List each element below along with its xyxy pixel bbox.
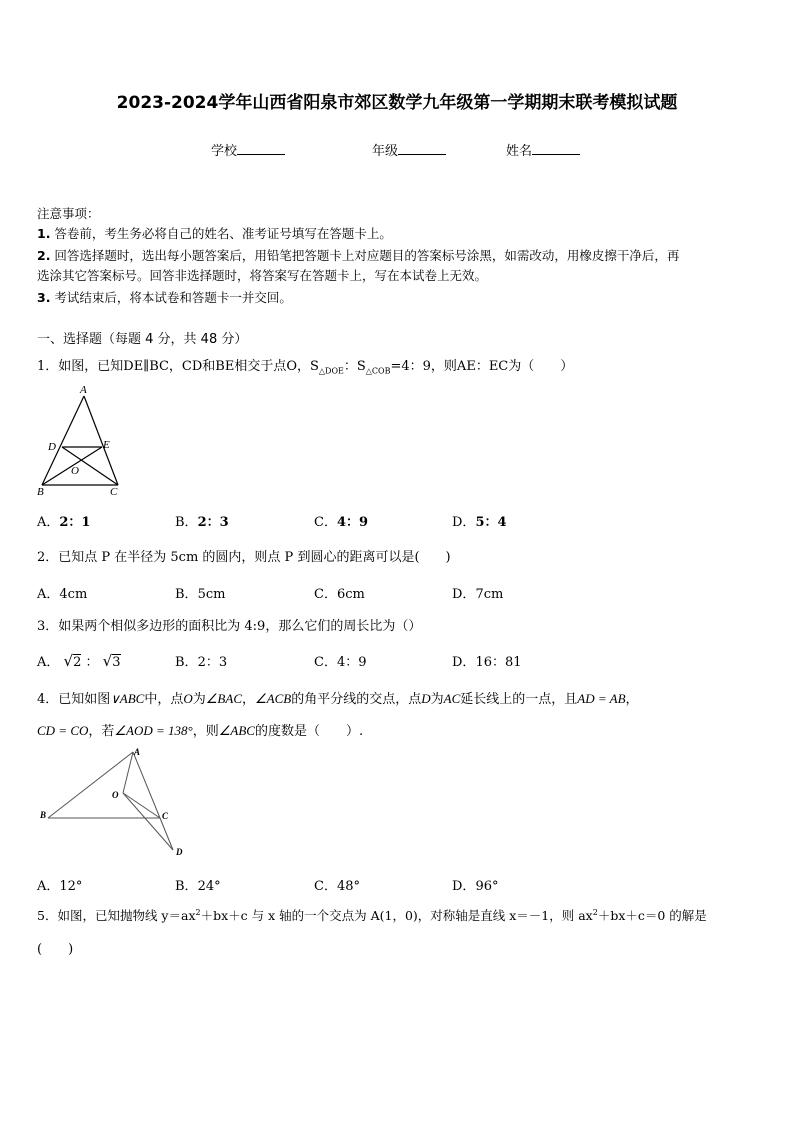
note-2-cont: 选涂其它答案标号。回答非选择题时，将答案写在答题卡上，写在本试卷上无效。	[37, 268, 488, 283]
grade-blank[interactable]	[398, 142, 446, 155]
sqrt-icon: √	[102, 652, 113, 670]
q4-label-o: O	[112, 790, 119, 800]
q1-label-c: C	[110, 486, 118, 498]
q2-option-c[interactable]: C．6cm	[314, 587, 365, 602]
q1-label-b: B	[37, 486, 44, 498]
question-4-line-2: CD = CO，若∠AOD = 138°，则∠ABC的度数是（ ）.	[37, 723, 364, 739]
q3-option-d[interactable]: D．16：81	[452, 655, 522, 670]
q1-option-d[interactable]: D．5：4	[452, 515, 507, 530]
q1-triangle-figure	[34, 382, 130, 498]
q2-option-b[interactable]: B．5cm	[175, 587, 226, 602]
question-1: 1．如图，已知DE∥BC，CD和BE相交于点O，$S_{\triangle DOE}$：$S_{\triangle COB}=4$：9，则AE：EC为（ ）	[37, 359, 574, 376]
q4-option-b[interactable]: B．24°	[175, 879, 221, 894]
name-label: 姓名	[506, 144, 533, 159]
name-blank[interactable]	[532, 142, 580, 155]
q4-label-a: A	[134, 747, 141, 757]
q2-option-d[interactable]: D．7cm	[452, 587, 504, 602]
question-4-line-1: 4．已知如图∨ABC中，点O为∠BAC，∠ACB的角平分线的交点，点D为AC延长线上的一点，且AD = AB，	[37, 691, 639, 707]
q1-option-b[interactable]: B．2：3	[175, 515, 229, 530]
q4-label-b: B	[40, 810, 47, 820]
q3-option-c[interactable]: C．4：9	[314, 655, 367, 670]
q1-option-c[interactable]: C．4：9	[314, 515, 369, 530]
sqrt-icon: √	[63, 652, 74, 670]
q4-option-d[interactable]: D．96°	[452, 879, 499, 894]
school-label: 学校	[211, 144, 238, 159]
note-1: 1. 答卷前，考生务必将自己的姓名、准考证号填写在答题卡上。	[37, 226, 392, 241]
q3-option-b[interactable]: B．2：3	[175, 655, 228, 670]
q1-label-o: O	[71, 465, 79, 477]
question-2: 2．已知点 P 在半径为 5cm 的圆内，则点 P 到圆心的距离可以是( )	[37, 550, 451, 565]
q1-option-a[interactable]: A．2：1	[37, 515, 91, 530]
page-title: 2023-2024学年山西省阳泉市郊区数学九年级第一学期期末联考模拟试题	[116, 93, 678, 113]
grade-field[interactable]	[372, 140, 446, 159]
question-5-line-1: 5．如图，已知抛物线 $y=ax^2+bx+c$ 与 x 轴的一个交点为 A(1，0)，对称轴是直线 x＝－1，则 $ax^2+bx+c=0$ 的解是	[37, 907, 707, 923]
school-field[interactable]	[211, 140, 285, 159]
q4-label-d: D	[176, 847, 183, 857]
q2-option-a[interactable]: A．4cm	[37, 587, 88, 602]
q4-label-c: C	[162, 811, 169, 821]
q1-label-e: E	[103, 439, 110, 451]
note-2: 2. 回答选择题时，选出每小题答案后，用铅笔把答题卡上对应题目的答案标号涂黑，如需改动，用橡皮擦干净后，再	[37, 248, 680, 263]
section-heading: 一、选择题（每题 4 分，共 48 分）	[37, 332, 248, 347]
q3-option-a[interactable]: A． √2 ： √3	[37, 652, 121, 670]
q1-label-d: D	[48, 441, 56, 453]
note-3: 3. 考试结束后，将本试卷和答题卡一并交回。	[37, 290, 292, 305]
notes-heading: 注意事项：	[37, 206, 100, 221]
q4-option-a[interactable]: A．12°	[37, 879, 83, 894]
question-3: 3．如果两个相似多边形的面积比为 4:9，那么它们的周长比为（）	[37, 619, 422, 634]
name-field[interactable]	[506, 140, 580, 159]
q4-triangle-figure	[36, 742, 196, 864]
question-5-line-2: ( )	[37, 942, 74, 957]
grade-label: 年级	[372, 144, 399, 159]
q4-option-c[interactable]: C．48°	[314, 879, 360, 894]
school-blank[interactable]	[237, 142, 285, 155]
q1-label-a: A	[80, 384, 87, 396]
